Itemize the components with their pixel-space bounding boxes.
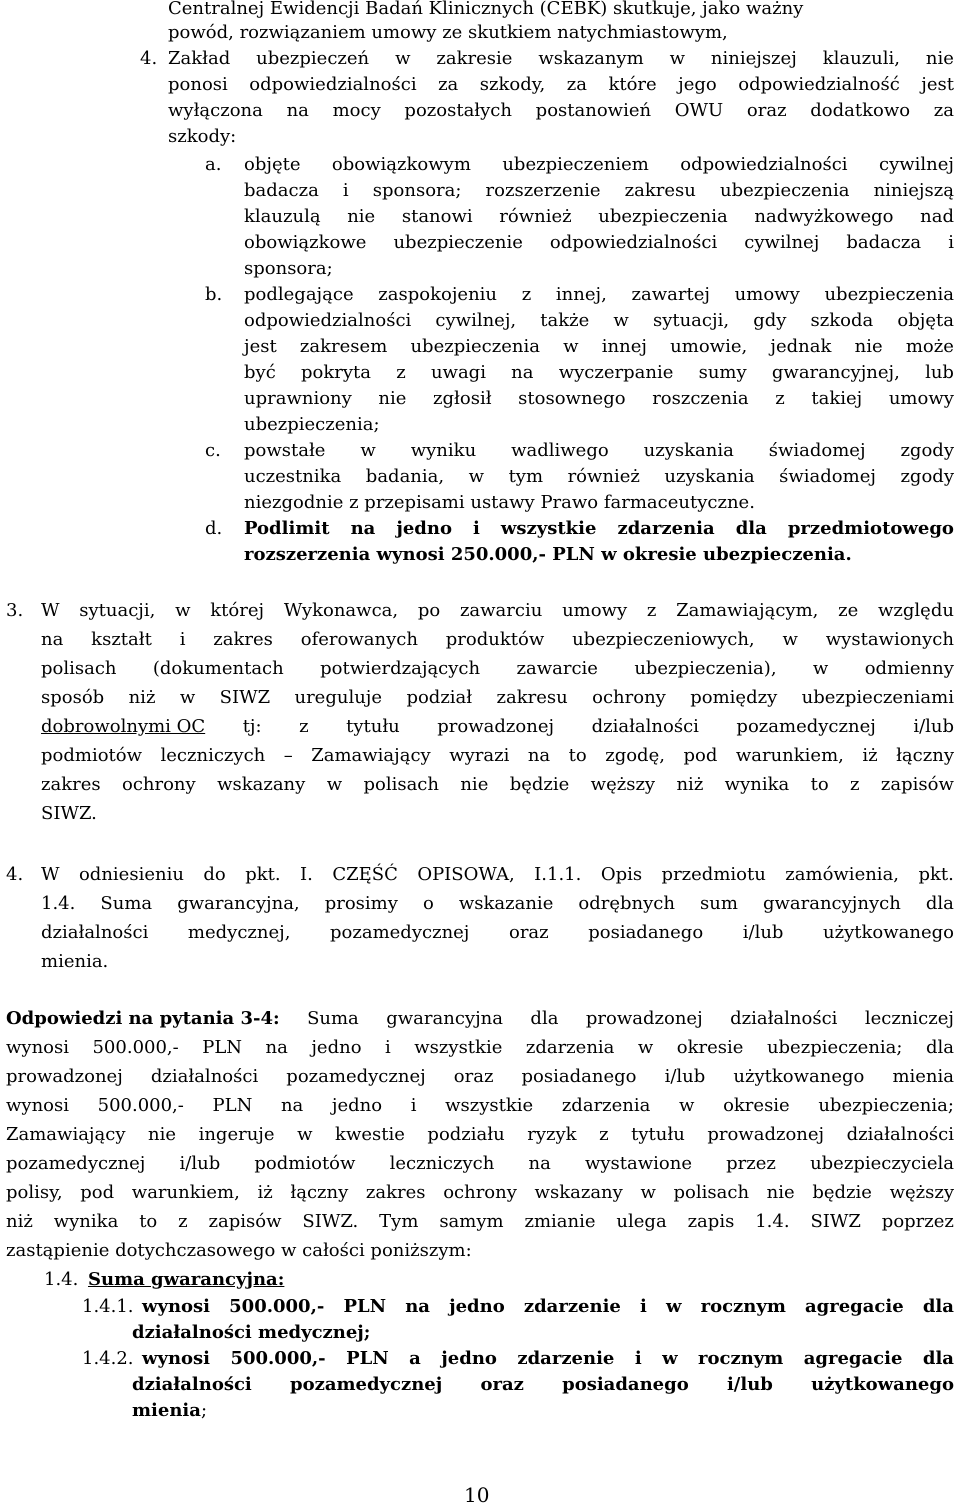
item-4-line-2: ponosi odpowiedzialności za szkody, za które jego odpowiedzialność jest	[168, 74, 954, 95]
answer-line-5: Zamawiający nie ingeruje w kwestie podziału ryzyk z tytułu prowadzonej działalności	[6, 1124, 954, 1145]
question-4-number: 4.	[6, 864, 24, 885]
subitem-a-line-5: sponsora;	[244, 258, 333, 279]
question-3-line-3: polisach (dokumentach potwierdzających zawarcie ubezpieczenia), w odmienny	[41, 658, 954, 679]
subitem-b-line-6: ubezpieczenia;	[244, 414, 380, 435]
item-4-line-3: wyłączona na mocy pozostałych postanowień OWU oraz dodatkowo za	[168, 100, 954, 121]
item-1-4-2-line-1: wynosi 500.000,- PLN a jedno zdarzenie i w rocznym agregacie dla	[142, 1348, 954, 1369]
subitem-c-line-1: powstałe w wyniku wadliwego uzyskania świadomej zgody	[244, 440, 954, 461]
question-3-line-2: na kształt i zakres oferowanych produktów ubezpieczeniowych, w wystawionych	[41, 629, 954, 650]
subitem-a-line-1: objęte obowiązkowym ubezpieczeniem odpowiedzialności cywilnej	[244, 154, 954, 175]
subitem-b-letter: b.	[205, 284, 223, 305]
question-4-line-4: mienia.	[41, 951, 109, 972]
subitem-d-letter: d.	[205, 518, 223, 539]
question-3-line-5: dobrowolnymi OC tj: z tytułu prowadzonej działalności pozamedycznej i/lub	[41, 714, 954, 740]
question-3-line-1: W sytuacji, w której Wykonawca, po zawarciu umowy z Zamawiającym, ze względu	[41, 600, 954, 621]
answer-heading: Odpowiedzi na pytania 3-4:	[6, 1008, 280, 1029]
item-4-number: 4.	[140, 48, 158, 69]
answer-line-3: prowadzonej działalności pozamedycznej oraz posiadanego i/lub użytkowanego mienia	[6, 1066, 954, 1087]
answer-line-9: zastąpienie dotychczasowego w całości poniższym:	[6, 1240, 472, 1261]
underlined-phrase: dobrowolnymi OC	[41, 716, 206, 737]
subitem-c-line-2: uczestnika badania, w tym również uzyskania świadomej zgody	[244, 466, 954, 487]
question-3-line-7: zakres ochrony wskazany w polisach nie będzie węższy niż wynika to z zapisów	[41, 774, 954, 795]
item-1-4-1-number: 1.4.1.	[82, 1296, 134, 1317]
subitem-b-line-2: odpowiedzialności cywilnej, także w sytuacji, gdy szkoda objęta	[244, 310, 954, 331]
question-3-line-8: SIWZ.	[41, 803, 97, 824]
question-4-line-3: działalności medycznej, pozamedycznej oraz posiadanego i/lub użytkowanego	[41, 922, 954, 943]
continuation-line-1: Centralnej Ewidencji Badań Klinicznych (CEBK) skutkuje, jako ważny	[168, 0, 804, 19]
item-4-line-4: szkody:	[168, 126, 237, 147]
answer-line-4: wynosi 500.000,- PLN na jedno i wszystkie zdarzenia w okresie ubezpieczenia;	[6, 1095, 954, 1116]
item-1-4-2-bold-word: mienia	[132, 1400, 201, 1421]
subitem-a-line-2: badacza i sponsora; rozszerzenie zakresu ubezpieczenia niniejszą	[244, 180, 954, 201]
subitem-a-letter: a.	[205, 154, 222, 175]
subitem-a-line-4: obowiązkowe ubezpieczenie odpowiedzialności cywilnej badacza i	[244, 232, 954, 253]
item-1-4-2-number: 1.4.2.	[82, 1348, 134, 1369]
question-3-line-4: sposób niż w SIWZ ureguluje podział zakresu ochrony pomiędzy ubezpieczeniami	[41, 687, 954, 708]
subitem-b-line-3: jest zakresem ubezpieczenia w innej umowie, jednak nie może	[244, 336, 954, 357]
subitem-d-line-2: rozszerzenia wynosi 250.000,- PLN w okresie ubezpieczenia.	[244, 544, 852, 565]
item-1-4-2-punctuation: ;	[200, 1400, 208, 1421]
subitem-b-line-1: podlegające zaspokojeniu z innej, zawartej umowy ubezpieczenia	[244, 284, 954, 305]
subitem-b-line-5: uprawniony nie zgłosił stosownego roszczenia z takiej umowy	[244, 388, 954, 409]
item-1-4-1-line-1: wynosi 500.000,- PLN na jedno zdarzenie i w rocznym agregacie dla	[142, 1296, 954, 1317]
subitem-b-line-4: być pokryta z uwagi na wyczerpanie sumy gwarancyjnej, lub	[244, 362, 954, 383]
question-4-line-1: W odniesieniu do pkt. I. CZĘŚĆ OPISOWA, I.1.1. Opis przedmiotu zamówienia, pkt.	[41, 864, 954, 885]
item-1-4-2-line-2: działalności pozamedycznej oraz posiadanego i/lub użytkowanego	[132, 1374, 954, 1395]
item-1-4-2-line-3	[132, 1398, 207, 1424]
answer-line-6: pozamedycznej i/lub podmiotów leczniczych na wystawione przez ubezpieczyciela	[6, 1153, 954, 1174]
answer-line-2: wynosi 500.000,- PLN na jedno i wszystkie zdarzenia w okresie ubezpieczenia; dla	[6, 1037, 954, 1058]
page-number: 10	[464, 1483, 490, 1507]
section-1-4-number: 1.4.	[44, 1269, 79, 1290]
answer-line-8: niż wynika to z zapisów SIWZ. Tym samym zmianie ulega zapis 1.4. SIWZ poprzez	[6, 1211, 954, 1232]
item-4-line-1: Zakład ubezpieczeń w zakresie wskazanym w niniejszej klauzuli, nie	[168, 48, 954, 69]
question-3-line-6: podmiotów leczniczych – Zamawiający wyrazi na to zgodę, pod warunkiem, iż łączny	[41, 745, 954, 766]
subitem-a-line-3: klauzulą nie stanowi również ubezpieczenia nadwyżkowego nad	[244, 206, 954, 227]
answer-line-1: Odpowiedzi na pytania 3-4: Suma gwarancyjna dla prowadzonej działalności leczniczej	[6, 1006, 954, 1032]
section-1-4-title: Suma gwarancyjna:	[88, 1269, 285, 1290]
question-4-line-2: 1.4. Suma gwarancyjna, prosimy o wskazanie odrębnych sum gwarancyjnych dla	[41, 893, 954, 914]
subitem-c-letter: c.	[205, 440, 221, 461]
item-1-4-1-line-2: działalności medycznej;	[132, 1322, 371, 1343]
subitem-c-line-3: niezgodnie z przepisami ustawy Prawo farmaceutyczne.	[244, 492, 755, 513]
question-3-number: 3.	[6, 600, 24, 621]
answer-line-7: polisy, pod warunkiem, iż łączny zakres ochrony wskazany w polisach nie będzie węższy	[6, 1182, 954, 1203]
continuation-line-2: powód, rozwiązaniem umowy ze skutkiem natychmiastowym,	[168, 22, 728, 43]
subitem-d-line-1: Podlimit na jedno i wszystkie zdarzenia dla przedmiotowego	[244, 518, 954, 539]
